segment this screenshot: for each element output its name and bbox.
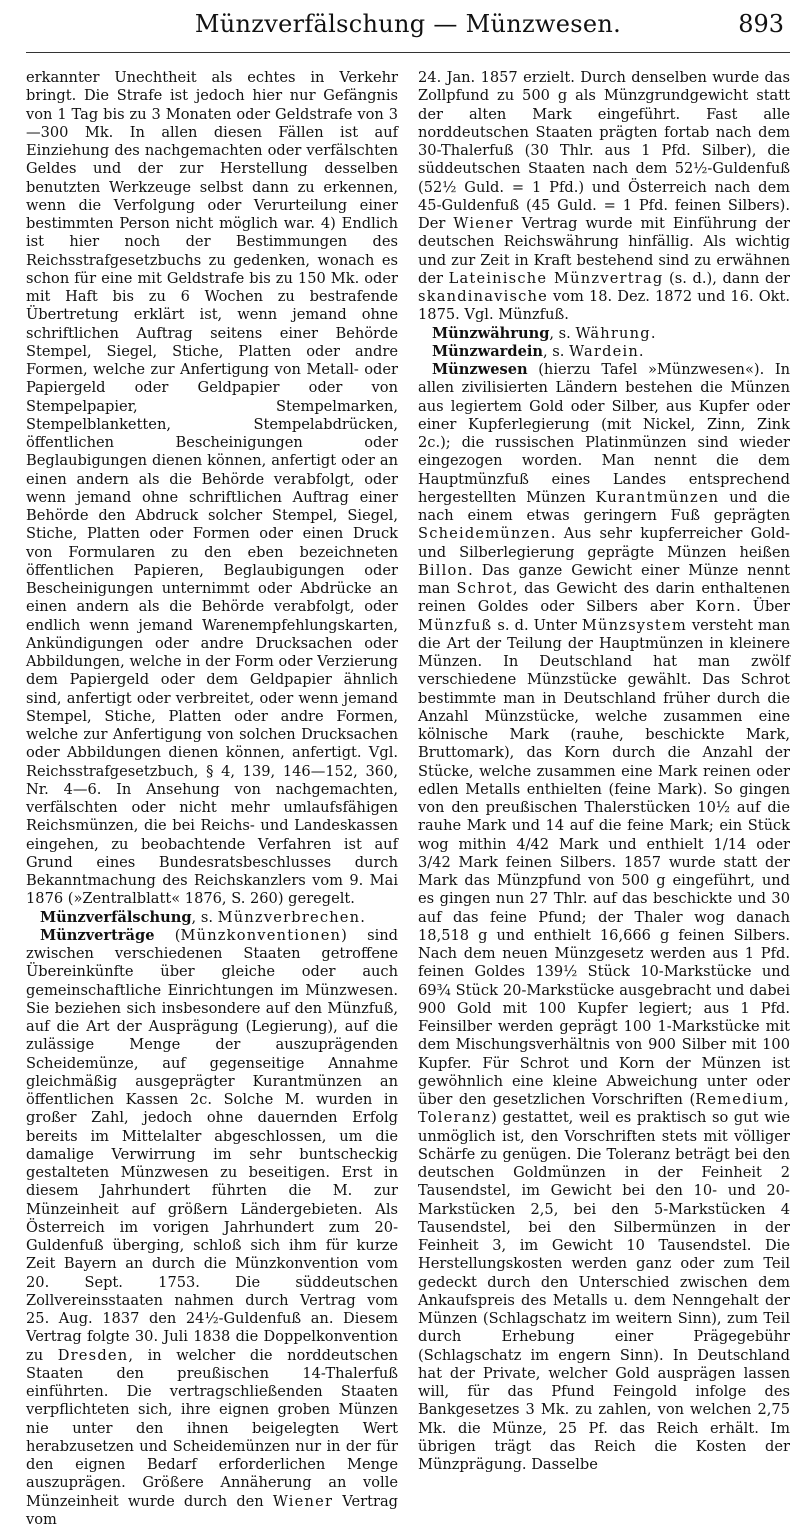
entry-text: 24. Jan. 1857 erzielt. Durch denselben wurde das Zollpfund zu 500 g als Münzgrundgewicht statt der alten Mark eingeführt. Fast alle norddeutschen Staaten prägten fortab nach dem 30-Thalerfuß (30 Thlr. aus 1 Pfd. Silber), die süddeutschen Staaten nach dem 52½-Guldenfuß (52½ Guld. = 1 Pfd.) und Österreich nach dem 45-Guldenfuß (45 Guld. = 1 Pfd. feinen Silbers). Der xyxy=(418,69,790,232)
spaced-term: Schrot xyxy=(456,580,513,597)
entry-text: s. d. Unter xyxy=(492,616,582,634)
entry-text: Vertrag wurde mit Einführung der deutschen Reichswährung hinfällig. Als wichtig und zur Zeit in Kraft bestehend sind zu erwähnen der xyxy=(418,215,790,287)
entry-headword: Münzwesen xyxy=(432,361,528,378)
spaced-term: Münzfuß xyxy=(418,616,493,634)
entry-text: ) gestattet, weil es praktisch so gut wie unmöglich ist, den Vorschriften stets mit völliger Schärfe zu genügen. Die Toleranz beträgt bei den deutschen Goldmünzen in der Feinheit 2 Tausendstel, im Gewicht bei den 10- und 20-Markstücken 2,5, bei den 5-Markstücken 4 Tausendstel, bei den Silbermünzen in der Feinheit 3, im Gewicht 10 Tausendstel. Die Herstellungskosten werden ganz oder zum Teil gedeckt durch den Unterschied zwischen dem Ankaufspreis des Metalls u. dem Nenngehalt der Münzen (Schlagschatz im weitern Sinn), zum Teil durch Erhebung einer Prägegebühr (Schlagschatz im engern Sinn). In Deutschland hat der Private, welcher Gold ausprägen lassen will, für das Pfund Feingold infolge des Bankgesetzes 3 Mk. zu zahlen, von welchen 2,75 Mk. die Münze, 25 Pf. das Reich erhält. Im übrigen trägt das Reich die Kosten der Münzprägung. Dasselbe xyxy=(418,1109,790,1473)
entry-text: . xyxy=(650,324,656,342)
entry-muenzvertraege xyxy=(26,927,398,1529)
running-title: Münzverfälschung — Münzwesen. xyxy=(194,10,622,38)
entry-text: . Das ganze Gewicht einer Münze nennt man xyxy=(418,561,790,597)
entry-headword: Münzverfälschung xyxy=(40,908,192,926)
spaced-term: Wiener xyxy=(272,1492,334,1510)
entry-text: ) sind zwischen verschiedenen Staaten getroffene Übereinkünfte über gleiche oder auch gemeinschaftliche Einrichtungen im Münzwesen. Sie beziehen sich insbesondere auf den Münzfuß, auf die Art der Ausprägung (Legierung), auf die zulässige Menge der auszuprägenden Scheidemünze, auf gegenseitige Annahme gleichmäßig ausgeprägter Kurantmünzen an öffentlichen Kassen 2c. Solche M. wurden in großer Zahl, jedoch ohne dauernden Erfolg bereits im Mittelalter abgeschlossen, um die damalige Verwirrung im sehr buntscheckig gestalteten Münzwesen zu beseitigen. Erst in diesem Jahrhundert führten die M. zur Münzeinheit auf größern Ländergebieten. Als Österreich im vorigen Jahrhundert zum 20-Guldenfuß überging, schloß sich ihm für kurze Zeit Bayern an durch die Münzkonvention vom 20. Sept. 1753. Die süddeutschen Zollvereinsstaaten nahmen durch Vertrag vom 25. Aug. 1837 den 24½-Guldenfuß an. Diesem Vertrag folgte 30. Juli 1838 die Doppelkonvention zu xyxy=(26,926,398,1364)
entry-text: , s. xyxy=(191,908,218,926)
spaced-term: Kurantmünzen xyxy=(595,488,720,506)
paragraph-continuation xyxy=(418,69,790,325)
entry-text: und die nach einem etwas geringern Fuß geprägten xyxy=(418,488,790,524)
entry-text: ( xyxy=(154,926,181,944)
entry-text: , das Gewicht des darin enthaltenen reinen Goldes oder Silbers aber xyxy=(418,580,790,616)
cross-reference: Münzverbrechen xyxy=(217,908,361,926)
entry-text: , in welcher die norddeutschen Staaten den preußischen 14-Thalerfuß einführten. Die vertragschließenden Staaten verpflichteten sich, ihre eignen groben Münzen nie unter den ihnen beigelegten Wert herabzusetzen und Scheidemünzen nur in der für den eignen Bedarf erforderlichen Menge auszuprägen. Größere Annäherung an volle Münzeinheit wurde durch den xyxy=(26,1346,398,1510)
entry-headword: Münzwardein xyxy=(432,342,544,360)
entry-headword: Münzwährung xyxy=(432,324,550,342)
entry-text: Vertrag vom xyxy=(26,1492,398,1528)
spaced-term: Korn xyxy=(695,598,737,616)
spaced-term: Lateinische Münzvertrag xyxy=(448,269,664,287)
paragraph-continuation: erkannter Unechtheit als echtes in Verkehr bringt. Die Strafe ist jedoch hier nur Gefängnis von 1 Tag bis zu 3 Monaten oder Geldstrafe von 3—300 Mk. In allen diesen Fällen ist auf Einziehung des nachgemachten oder verfälschten Geldes und der zur Herstellung desselben benutzten Werkzeuge selbst dann zu erkennen, wenn die Verfolgung oder Verurteilung einer bestimmten Person nicht möglich war. 4) Endlich ist hier noch der Bestimmungen des Reichsstrafgesetzbuchs zu gedenken, wonach es schon für eine mit Geldstrafe bis zu 150 Mk. oder mit Haft bis zu 6 Wochen zu bestrafende Übertretung erklärt ist, wenn jemand ohne schriftlichen Auftrag seitens einer Behörde Stempel, Siegel, Stiche, Platten oder andre Formen, welche zur Anfertigung von Metall- oder Papiergeld oder Geldpapier oder von Stempelpapier, Stempelmarken, Stempelblanketten, Stempelabdrücken, öffentlichen Bescheinigungen oder Beglaubigungen dienen können, anfertigt oder an einen andern als die Behörde verabfolgt, oder wenn jemand ohne schriftlichen Auftrag einer Behörde den Abdruck solcher Stempel, Siegel, Stiche, Platten oder Formen oder einen Druck von Formularen zu den eben bezeichneten öffentlichen Papieren, Beglaubigungen oder Bescheinigungen unternimmt oder Abdrücke an einen andern als die Behörde verabfolgt, oder endlich wenn jemand Warenempfehlungskarten, Ankündigungen oder andre Drucksachen oder Abbildungen, welche in der Form oder Verzierung dem Papiergeld oder dem Geldpapier ähnlich sind, anfertigt oder verbreitet, oder wenn jemand Stempel, Stiche, Platten oder andre Formen, welche zur Anfertigung von solchen Drucksachen oder Abbildungen dienen können, anfertigt. Vgl. Reichsstrafgesetzbuch, § 4, 139, 146—152, 360, Nr. 4—6. In Ansehung von nachgemachten, verfälschten oder nicht mehr umlaufsfähigen Reichsmünzen, die bei Reichs- und Landeskassen eingehen, zu beobachtende Verfahren ist auf Grund eines Bundesratsbeschlusses durch Bekanntmachung des Reichskanzlers vom 9. Mai 1876 (»Zentralblatt« 1876, S. 260) geregelt. xyxy=(26,69,398,908)
spaced-term: Remedium, Toleranz xyxy=(418,1091,790,1127)
entry-muenzwardein xyxy=(418,343,790,361)
spaced-term: Billon xyxy=(418,561,469,579)
entry-text: . Über xyxy=(736,598,790,616)
entry-muenzverfaelschung xyxy=(26,909,398,927)
cross-reference: Wardein xyxy=(569,342,639,360)
entry-muenzwaehrung xyxy=(418,325,790,343)
entry-text: versteht man die Art der Teilung der Hauptmünzen in kleinere Münzen. In Deutschland hat man zwölf verschiedene Münzstücke gewählt. Das Schrot bestimmte man in Deutschland früher durch die Anzahl Münzstücke, welche zusammen eine kölnische Mark (rauhe, beschickte Mark, Bruttomark), das Korn durch die Anzahl der Stücke, welche zusammen eine Mark reinen oder edlen Metalls enthielten (feine Mark). So gingen von den preußischen Thalerstücken 10½ auf die rauhe Mark und 14 auf die feine Mark; ein Stück wog mithin 4/42 Mark und enthielt 1/14 oder 3/42 Mark feinen Silbers. 1857 wurde statt der Mark das Münzpfund von 500 g eingeführt, und es gingen nun 27 Thlr. auf das beschickte und 30 auf das feine Pfund; der Thaler wog danach 18,518 g und enthielt 16,666 g feinen Silbers. Nach dem neuen Münzgesetz werden aus 1 Pfd. feinen Goldes 139½ Stück 10-Markstücke und 69¾ Stück 20-Markstücke ausgebracht und dabei 900 Gold mit 100 Kupfer legiert; aus 1 Pfd. Feinsilber werden geprägt 100 1-Markstücke mit dem Mischungsverhältnis von 900 Silber mit 100 Kupfer. Für Schrot und Korn der Münzen ist gewöhnlich eine kleine Abweichung unter oder über den gesetzlichen Vorschriften ( xyxy=(418,616,790,1108)
entry-text: vom 18. Dez. 1872 und 16. Okt. 1875. Vgl. Münzfuß. xyxy=(418,288,790,324)
spaced-term: Münzsystem xyxy=(581,616,687,634)
left-column xyxy=(26,69,402,1529)
entry-text: (s. d.), dann der xyxy=(663,269,790,287)
entry-text: , s. xyxy=(543,342,570,360)
entry-text: . xyxy=(360,908,365,926)
entry-text: (hierzu Tafel »Münzwesen«). In allen zivilisierten Ländern bestehen die Münzen aus legiertem Gold oder Silber, aus Kupfer oder einer Kupferlegierung (mit Nickel, Zinn, Zink 2c.); die russischen Platinmünzen sind wieder eingezogen worden. Man nennt die dem Hauptmünzfuß eines Landes entsprechend hergestellten Münzen xyxy=(418,361,790,506)
spaced-term: Dresden xyxy=(57,1346,129,1364)
spaced-term: Wiener xyxy=(453,215,514,232)
entry-muenzwesen xyxy=(418,361,790,1474)
entry-synonym: Münzkonventionen xyxy=(180,926,342,944)
page-number: 893 xyxy=(738,10,784,38)
spaced-term: skandinavische xyxy=(418,288,548,305)
entry-text: . xyxy=(638,342,644,360)
cross-reference: Währung xyxy=(575,324,651,342)
running-header xyxy=(26,0,790,53)
right-column xyxy=(416,69,790,1529)
entry-headword: Münzverträge xyxy=(40,926,155,944)
entry-text: , s. xyxy=(549,324,576,342)
entry-text: . Aus sehr kupferreicher Gold- und Silberlegierung geprägte Münzen heißen xyxy=(418,525,790,561)
text-columns xyxy=(26,69,790,1529)
spaced-term: Scheidemünzen xyxy=(418,525,551,543)
